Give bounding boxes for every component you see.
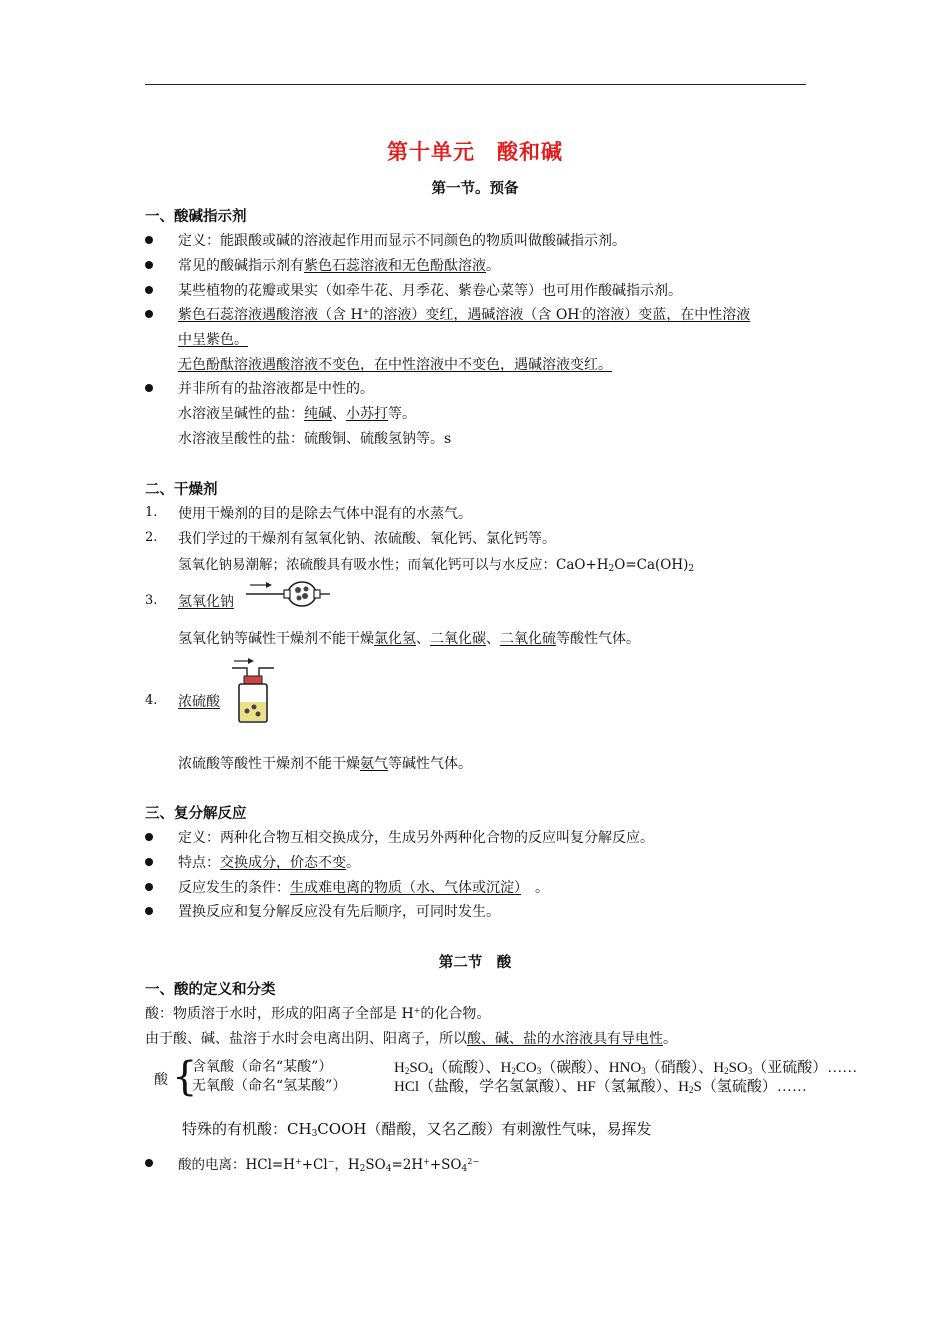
organic-acid-note: 特殊的有机酸：$CH_3COOH$（醋酸，又名乙酸）有刺激性气味，易挥发 xyxy=(182,1120,652,1139)
litmus-rule-line2: 中呈紫色。 xyxy=(178,332,248,348)
plant-indicators: 某些植物的花瓣或果实（如牵牛花、月季花、紫卷心菜等）也可用作酸碱指示剂。 xyxy=(178,283,682,299)
bullet-dot xyxy=(145,261,153,269)
bullet-dot xyxy=(145,833,153,841)
common-indicators: 常见的酸碱指示剂有紫色石蕊溶液和无色酚酞溶液。 xyxy=(178,258,500,274)
phenolphthalein-rule: 无色酚酞溶液遇酸溶液不变色，在中性溶液中不变色，遇碱溶液变红。 xyxy=(178,357,612,373)
bullet-dot xyxy=(145,907,153,915)
bullet-dot xyxy=(145,384,153,392)
oxyacid-examples: $H_2SO_4$（硫酸）、$H_2CO_3$（碳酸）、$HNO_3$（硝酸）、$H_2SO_3$（亚硫酸）…… xyxy=(394,1060,858,1076)
part-2-heading: 二、干燥剂 xyxy=(145,482,218,498)
sodium-hydroxide-label: 氢氧化钠 xyxy=(178,594,234,610)
drying-agents: 我们学过的干燥剂有氢氧化钠、浓硫酸、氧化钙、氯化钙等。 xyxy=(178,531,556,547)
sulfuric-acid-label: 浓硫酸 xyxy=(178,694,220,710)
header-rule xyxy=(145,84,806,85)
drying-purpose: 使用干燥剂的目的是除去气体中混有的水蒸气。 xyxy=(178,506,472,522)
bullet-dot xyxy=(145,1159,153,1167)
part-3-heading: 三、复分解反应 xyxy=(145,806,247,822)
acid-definition: 酸：物质溶于水时，形成的阳离子全部是 H+的化合物。 xyxy=(145,1006,491,1022)
section-1-heading: 第一节。预备 xyxy=(431,181,519,197)
part-1-heading: 一、酸碱指示剂 xyxy=(145,209,247,225)
list-number: 3. xyxy=(145,593,158,608)
double-decomposition-feature: 特点：交换成分，价态不变。 xyxy=(178,855,360,871)
drying-tube-diagram xyxy=(244,576,332,612)
acid-definition-heading: 一、酸的定义和分类 xyxy=(145,982,276,998)
bullet-dot xyxy=(145,236,153,244)
drying-properties: 氢氧化钠易潮解；浓硫酸具有吸水性；而氧化钙可以与水反应：$CaO+H_2O=Ca(OH)_2$ xyxy=(178,557,695,574)
basic-salts: 水溶液呈碱性的盐：纯碱、小苏打等。 xyxy=(178,406,416,422)
reaction-order-note: 置换反应和复分解反应没有先后顺序，可同时发生。 xyxy=(178,904,500,920)
acid-classification-label: 酸 xyxy=(154,1072,168,1088)
double-decomposition-definition: 定义：两种化合物互相交换成分，生成另外两种化合物的反应叫复分解反应。 xyxy=(178,830,654,846)
conductivity-note: 由于酸、碱、盐溶于水时会电离出阴、阳离子，所以酸、碱、盐的水溶液具有导电性。 xyxy=(145,1031,677,1047)
acidic-salts: 水溶液呈酸性的盐：硫酸铜、硫酸氢钠等。s xyxy=(178,431,452,447)
salt-solution-note: 并非所有的盐溶液都是中性的。 xyxy=(178,381,374,397)
naoh-limitation: 氢氧化钠等碱性干燥剂不能干燥氯化氢、二氧化碳、二氧化硫等酸性气体。 xyxy=(178,631,640,647)
list-number: 1. xyxy=(145,505,158,520)
page-title: 第十单元 酸和碱 xyxy=(387,140,563,164)
bullet-dot xyxy=(145,883,153,891)
indicator-definition: 定义：能跟酸或碱的溶液起作用而显示不同颜色的物质叫做酸碱指示剂。 xyxy=(178,233,626,249)
bullet-dot xyxy=(145,858,153,866)
h2so4-limitation: 浓硫酸等酸性干燥剂不能干燥氨气等碱性气体。 xyxy=(178,756,472,772)
gas-washing-bottle-diagram xyxy=(230,654,276,726)
oxyacid-label: 含氧酸（命名“某酸”） xyxy=(192,1059,333,1075)
list-number: 2. xyxy=(145,530,158,545)
litmus-rule-line1: 紫色石蕊溶液遇酸溶液（含 H+的溶液）变红，遇碱溶液（含 OH-的溶液）变蓝，在中性溶液 xyxy=(178,307,751,323)
reaction-condition: 反应发生的条件：生成难电离的物质（水、气体或沉淀） 。 xyxy=(178,880,549,896)
bullet-dot xyxy=(145,286,153,294)
common-indicators-underlined: 紫色石蕊溶液和无色酚酞溶液 xyxy=(304,258,486,274)
section-2-heading: 第二节 酸 xyxy=(438,955,512,971)
acid-ionization: 酸的电离：HCl=H++Cl−，$H_2SO_4=2H^++SO_4^{2-}$ xyxy=(178,1157,480,1174)
list-number: 4. xyxy=(145,693,158,708)
bullet-dot xyxy=(145,310,153,318)
hydracid-label: 无氧酸（命名“氢某酸”） xyxy=(192,1078,347,1094)
hydracid-examples: HCl（盐酸，学名氢氯酸）、HF（氢氟酸）、$H_2S$（氢硫酸）…… xyxy=(394,1079,807,1095)
classification-brace-icon: { xyxy=(172,1054,198,1100)
